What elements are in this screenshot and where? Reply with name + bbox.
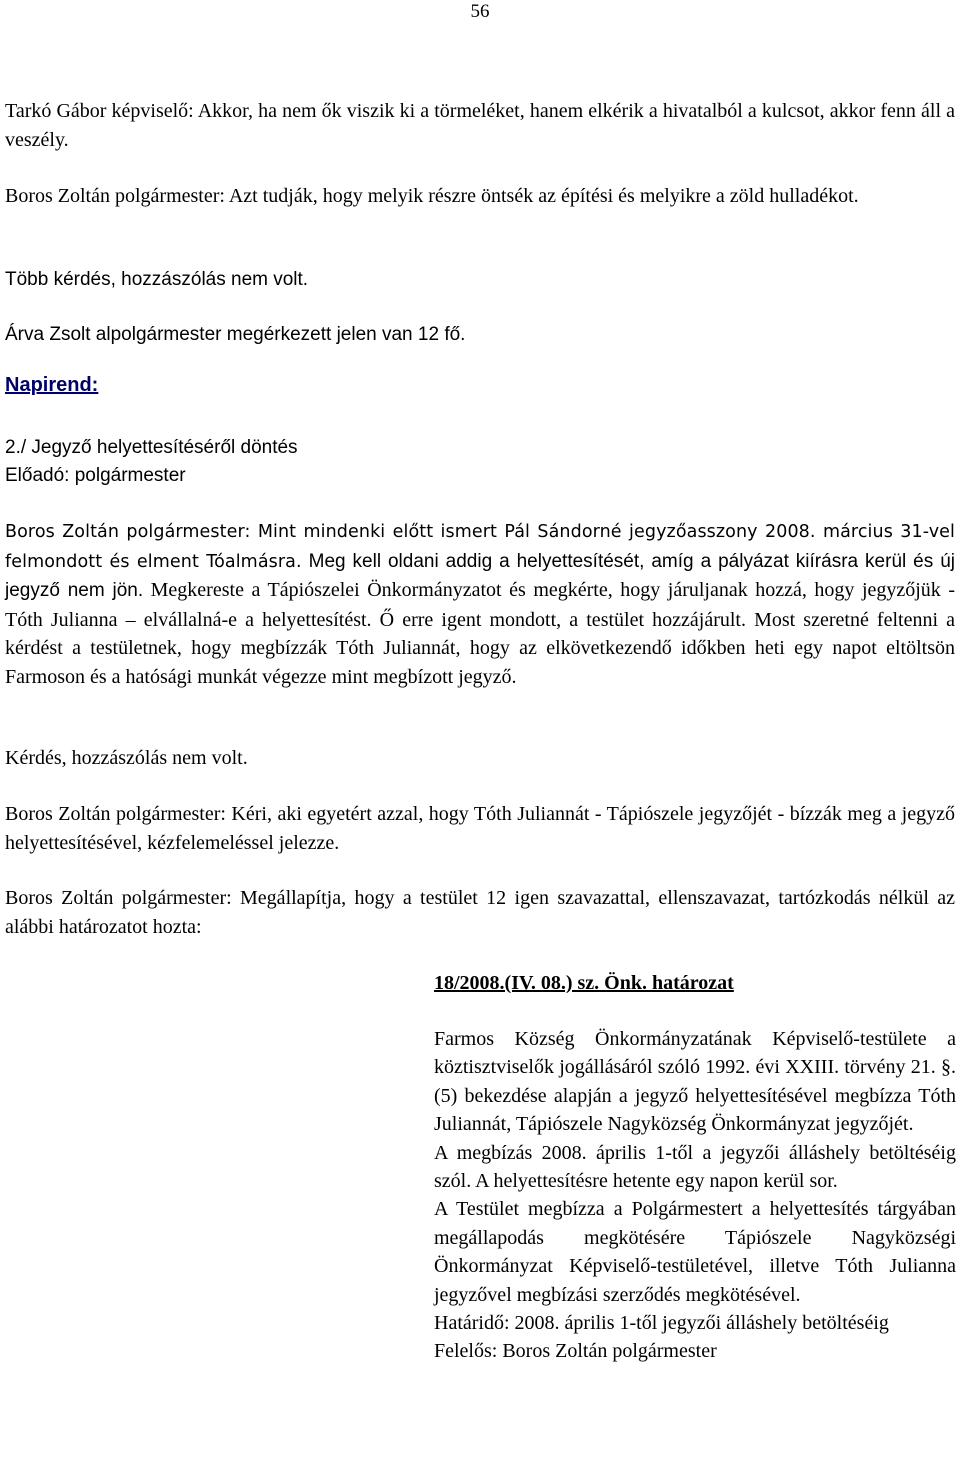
page-number: 56 [470, 1, 490, 22]
agenda-heading: Napirend: [5, 374, 99, 396]
paragraph-boros-4: Boros Zoltán polgármester: Megállapítja, hogy a testület 12 igen szavazattal, ellenszavazat, tartózkodás nélkül az alábbi határozatot hozta: [5, 887, 955, 938]
resolution-clause-1: Farmos Község Önkormányzatának Képviselő-testülete a köztisztviselők jogállásáról szóló 1992. évi XXIII. törvény 21. §. (5) bekezdése alapján a jegyző helyettesítésével megbízza Tóth Juliannát, Tápiószele Nagyközség Önkormányzat jegyzőjét. [434, 1028, 956, 1136]
resolution-deadline: Határidő: 2008. április 1-től jegyzői álláshely betöltéséig [434, 1312, 889, 1335]
resolution-responsible: Felelős: Boros Zoltán polgármester [434, 1340, 717, 1363]
paragraph-boros-1: Boros Zoltán polgármester: Azt tudják, hogy melyik részre öntsék az építési és melyikre a zöld hulladékot. [5, 185, 859, 207]
paragraph-boros-2 [5, 517, 955, 691]
resolution-clause-3: A Testület megbízza a Polgármestert a helyettesítés tárgyában megállapodás megkötésére Tápiószele Nagyközségi Önkormányzat Képviselő-testületével, illetve Tóth Julianna jegyzővel megbízási szerződés megkötésével. [434, 1198, 956, 1306]
agenda-item: 2./ Jegyző helyettesítéséről döntés [5, 437, 298, 458]
paragraph-boros-2-part-b: Meg kell oldani addig a helyettesítését, amíg a pályázat kiírásra kerül és új jegyző nem jön. [5, 550, 955, 601]
resolution-body [434, 1025, 956, 1366]
agenda-presenter: Előadó: polgármester [5, 465, 186, 486]
paragraph-no-questions-2: Kérdés, hozzászólás nem volt. [5, 747, 248, 769]
paragraph-boros-2-part-a: Boros Zoltán polgármester: Mint mindenki előtt ismert Pál Sándorné jegyzőasszony 2008. március 31-vel felmondott és elment Tóalmásra. [5, 522, 955, 572]
paragraph-tarko: Tarkó Gábor képviselő: Akkor, ha nem ők viszik ki a törmeléket, hanem elkérik a hivatalból a kulcsot, akkor fenn áll a veszély. [5, 100, 955, 151]
resolution-title: 18/2008.(IV. 08.) sz. Önk. határozat [434, 972, 734, 994]
paragraph-no-questions-1: Több kérdés, hozzászólás nem volt. [5, 269, 309, 290]
paragraph-boros-2-part-c: Megkereste a Tápiószelei Önkormányzatot és megkérte, hogy járuljanak hozzá, hogy jegyzőjük - Tóth Julianna – elvállalná-e a helyettesítést. Ő erre igent mondott, a testület hozzájárult. Most szeretné feltenni a kérdést a testületnek, hogy megbízzák Tóth Juliannát, hogy az elkövetkezendő időkben heti egy napot eltöltsön Farmoson és a hatósági munkát végezze mint megbízott jegyző. [5, 579, 955, 688]
paragraph-boros-3: Boros Zoltán polgármester: Kéri, aki egyetért azzal, hogy Tóth Juliannát - Tápiószele jegyzőjét - bízzák meg a jegyző helyettesítésével, kézfelemeléssel jelezze. [5, 803, 955, 854]
paragraph-arva-arrived: Árva Zsolt alpolgármester megérkezett jelen van 12 fő. [5, 324, 466, 345]
resolution-clause-2: A megbízás 2008. április 1-től a jegyzői álláshely betöltéséig szól. A helyettesítésre hetente egy napon kerül sor. [434, 1141, 956, 1193]
